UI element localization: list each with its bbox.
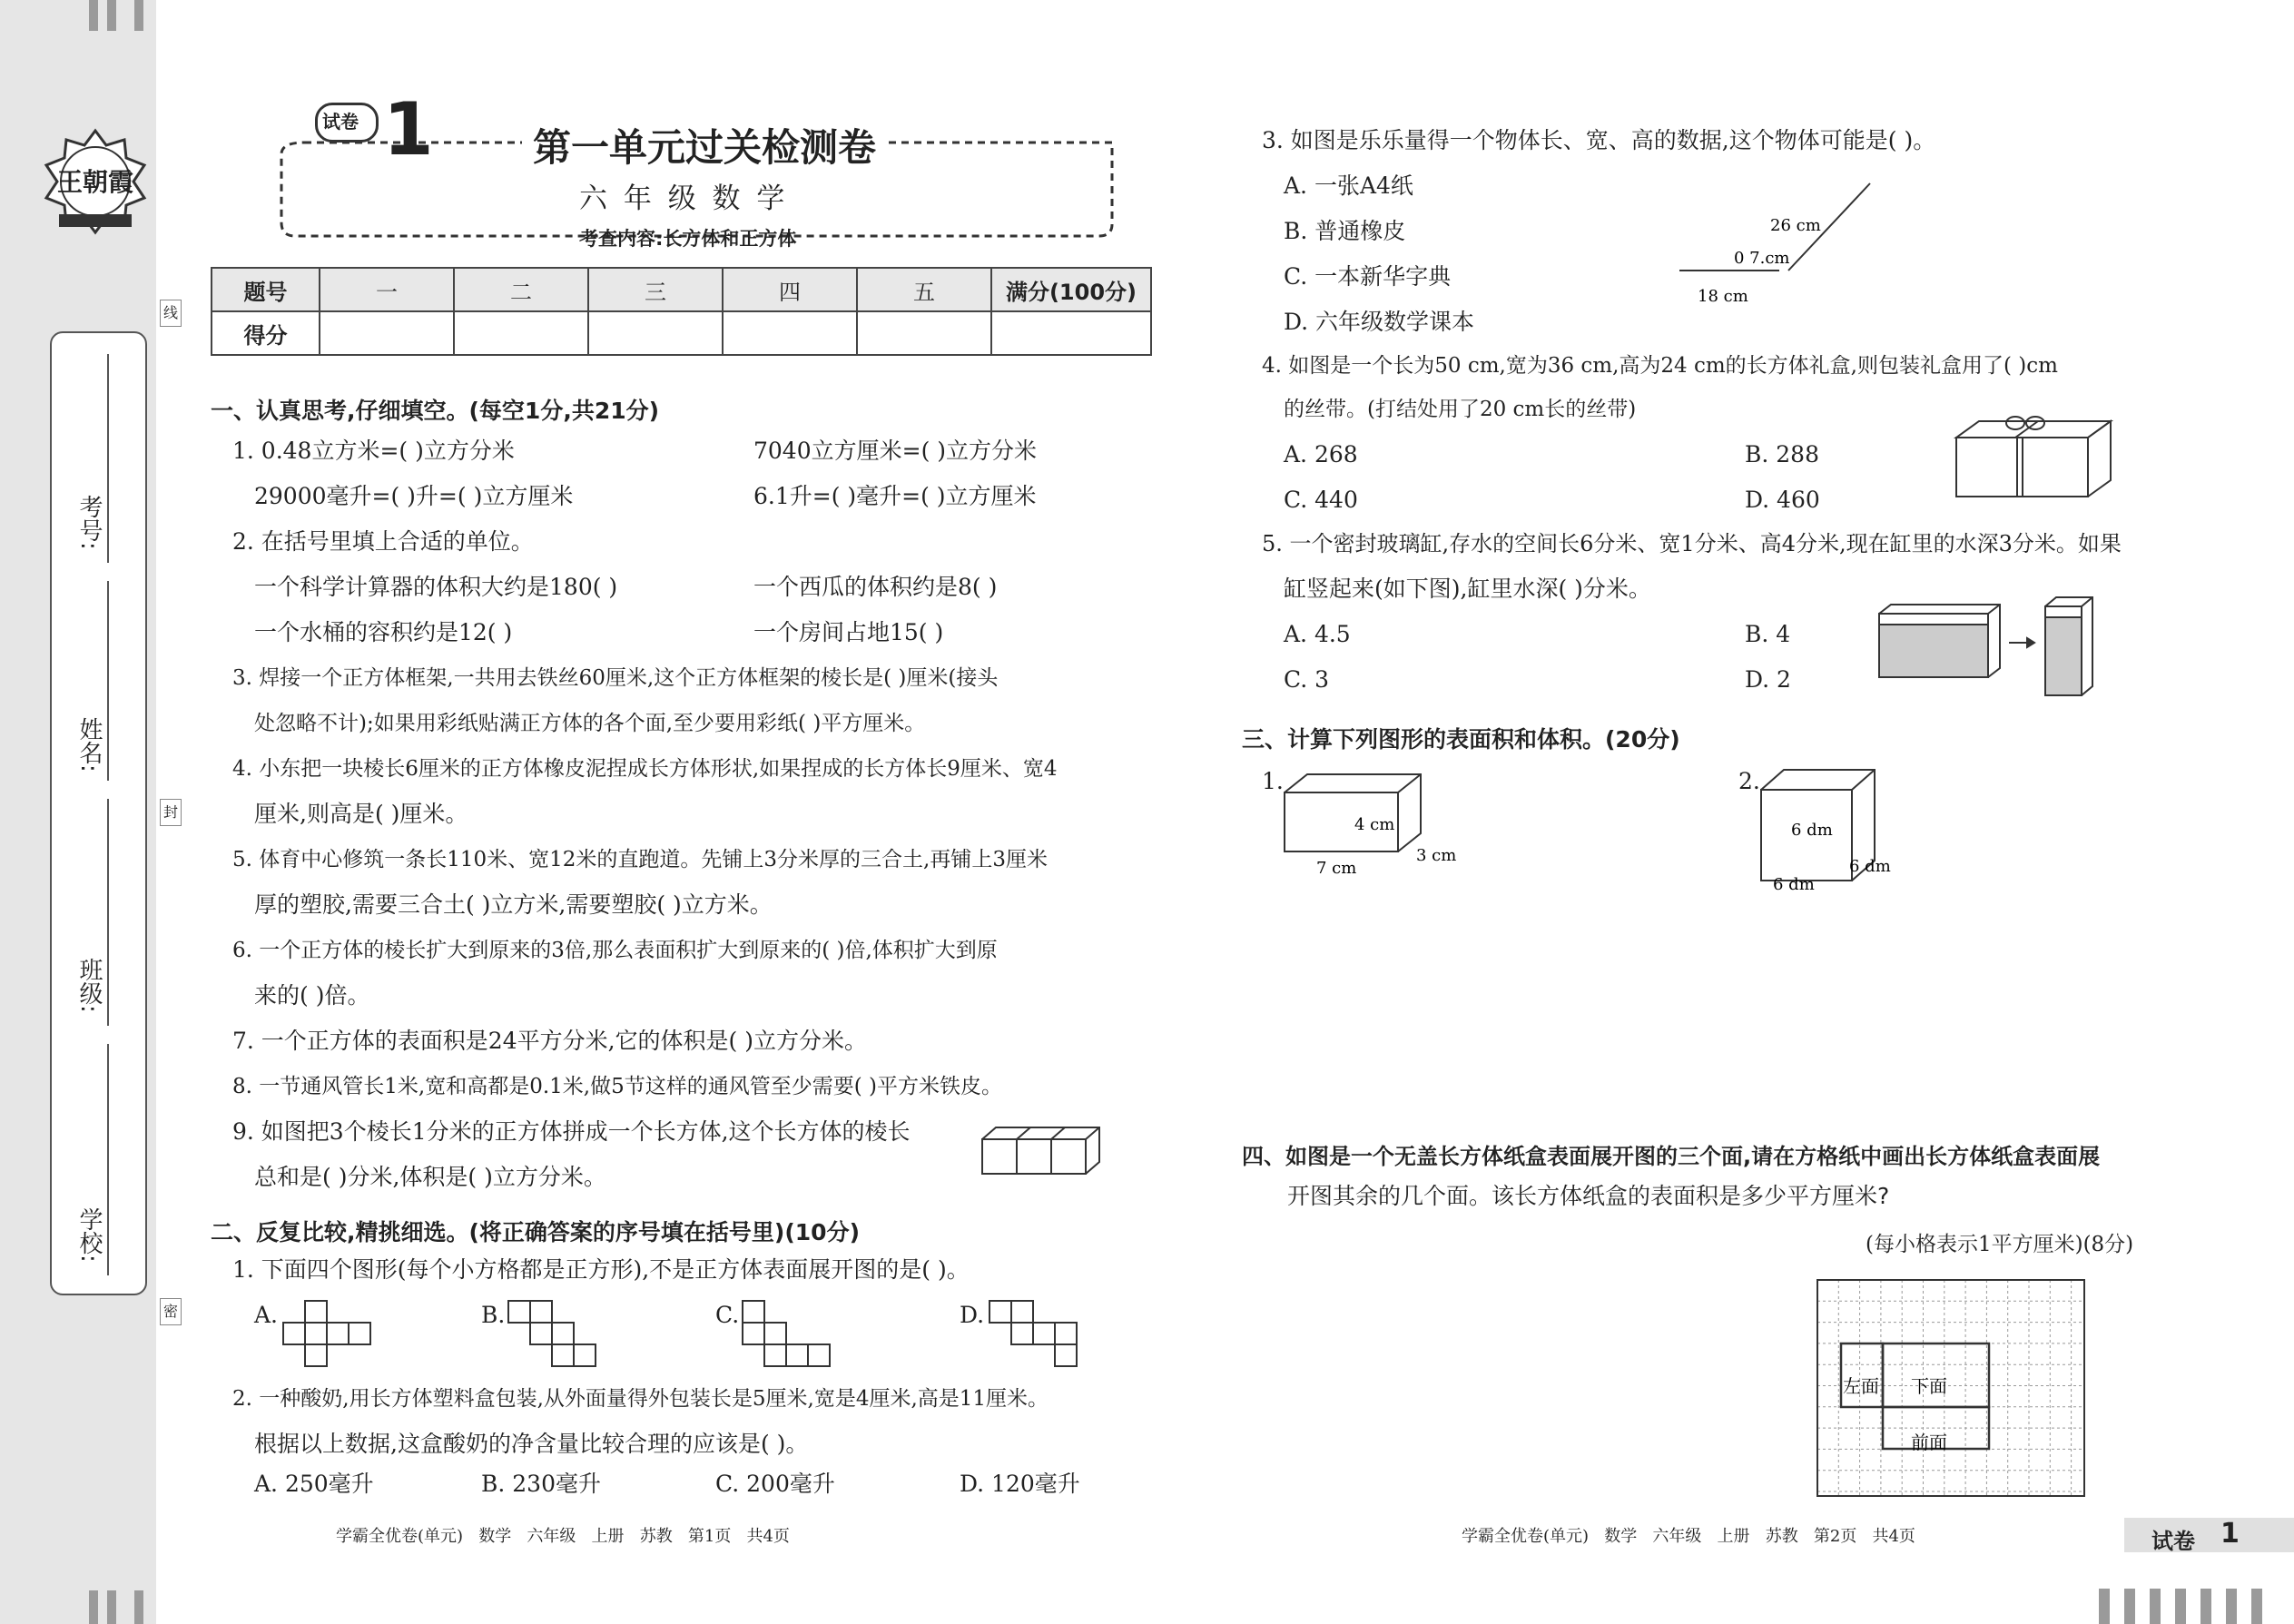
fish-tank-figure: [1875, 588, 2092, 697]
option-label[interactable]: D.: [960, 1302, 985, 1328]
paper-number: 1: [383, 87, 434, 172]
question-text: 开图其余的几个面。该长方体纸盒的表面积是多少平方厘米?: [1287, 1183, 1890, 1209]
score-table: [211, 267, 1152, 356]
crop-mark: [2226, 1589, 2237, 1624]
crop-mark: [134, 0, 143, 31]
crop-mark: [134, 1590, 143, 1624]
note-text: (每小格表示1平方厘米)(8分): [1866, 1233, 2134, 1256]
score-header: 四: [723, 268, 857, 311]
question-text: 7040立方厘米=( )立方分米: [753, 438, 1038, 464]
option-label[interactable]: D. 460: [1745, 487, 1820, 513]
score-cell[interactable]: [588, 311, 723, 355]
question-text: 7. 一个正方体的表面积是24平方分米,它的体积是( )立方分米。: [232, 1028, 868, 1054]
width-label: 6 dm: [1849, 857, 1891, 876]
option-label[interactable]: D. 120毫升: [960, 1471, 1080, 1497]
height-label: 4 cm: [1354, 815, 1395, 834]
cuboid-figure: [1280, 770, 1462, 879]
student-info-panel: [50, 331, 147, 1295]
brand-logo: [41, 127, 150, 236]
option-label[interactable]: C. 一本新华字典: [1284, 263, 1452, 290]
paper-tag: 试卷: [322, 111, 359, 133]
question-text: 一个房间占地15( ): [753, 619, 944, 645]
score-header: 题号: [212, 268, 320, 311]
question-text: 29000毫升=( )升=( )立方厘米: [254, 483, 574, 509]
seal-line-tag: 封: [160, 799, 182, 826]
length-label: 7 cm: [1316, 859, 1357, 878]
three-cubes-figure: [980, 1126, 1103, 1176]
net-figure-d: [988, 1300, 1078, 1368]
option-label[interactable]: A.: [254, 1302, 279, 1328]
cube-figure: [1757, 763, 1911, 899]
net-figure-c: [741, 1300, 832, 1368]
score-cell[interactable]: [320, 311, 454, 355]
class-field[interactable]: [107, 799, 109, 1026]
question-text: 6.1升=( )毫升=( )立方厘米: [753, 483, 1037, 509]
question-text: 厚的塑胶,需要三合土( )立方米,需要塑胶( )立方米。: [254, 891, 773, 918]
crop-mark: [2251, 1589, 2262, 1624]
dim-label: 18 cm: [1698, 287, 1748, 306]
question-text: 一个西瓜的体积约是8( ): [753, 574, 998, 600]
question-text: 来的( )倍。: [254, 982, 370, 1009]
score-cell[interactable]: [723, 311, 857, 355]
section-title: 四、如图是一个无盖长方体纸盒表面展开图的三个面,请在方格纸中画出长方体纸盒表面展: [1242, 1144, 2101, 1169]
school-label: 学校:: [75, 1207, 103, 1263]
question-text: 6. 一个正方体的棱长扩大到原来的3倍,那么表面积扩大到原来的( )倍,体积扩大到原: [232, 939, 998, 962]
question-text: 5. 一个密封玻璃缸,存水的空间长6分米、宽1分米、高4分米,现在缸里的水深3分米。如果: [1262, 531, 2122, 556]
crop-mark: [2200, 1589, 2211, 1624]
grid-label-left: 左面: [1843, 1375, 1879, 1397]
page-tab: [2124, 1518, 2294, 1552]
page-title: 第一单元过关检测卷: [522, 118, 887, 172]
question-text: 处忽略不计);如果用彩纸贴满正方体的各个面,至少要用彩纸( )平方厘米。: [254, 712, 926, 735]
dimension-figure: [1670, 180, 1879, 311]
option-label[interactable]: C. 200毫升: [715, 1471, 835, 1497]
school-field[interactable]: [107, 1044, 109, 1275]
question-text: 的丝带。(打结处用了20 cm长的丝带): [1284, 398, 1637, 421]
section-title: 三、计算下列图形的表面积和体积。(20分): [1242, 726, 1680, 753]
score-row-label: 得分: [212, 311, 320, 355]
score-header: 三: [588, 268, 723, 311]
dim-label: 26 cm: [1770, 216, 1821, 235]
option-label[interactable]: B. 288: [1745, 441, 1819, 468]
question-text: 2. 在括号里填上合适的单位。: [232, 528, 534, 555]
secret-line-tag: 密: [160, 1298, 182, 1325]
option-label[interactable]: A. 一张A4纸: [1284, 172, 1413, 199]
option-label[interactable]: B.: [481, 1302, 506, 1328]
score-cell[interactable]: [991, 311, 1151, 355]
option-label[interactable]: C. 3: [1284, 666, 1330, 693]
score-header: 一: [320, 268, 454, 311]
class-label: 班级:: [75, 958, 103, 1013]
gift-box-figure: [1952, 410, 2115, 501]
dim-label: 0 7.cm: [1734, 249, 1790, 268]
cut-line-tag: 线: [160, 300, 182, 327]
question-text: 3. 焊接一个正方体框架,一共用去铁丝60厘米,这个正方体框架的棱长是( )厘米(接头: [232, 666, 999, 690]
question-text: 4. 小东把一块棱长6厘米的正方体橡皮泥捏成长方体形状,如果捏成的长方体长9厘米、宽4: [232, 757, 1058, 781]
option-label[interactable]: B. 普通橡皮: [1284, 218, 1406, 244]
question-text: 5. 体育中心修筑一条长110米、宽12米的直跑道。先铺上3分米厚的三合土,再铺上3厘米: [232, 848, 1048, 871]
crop-mark: [2124, 1589, 2135, 1624]
exam-no-label: 考号:: [75, 495, 103, 550]
svg-text:王朝霞: 王朝霞: [56, 167, 134, 197]
name-label: 姓名:: [75, 717, 103, 773]
option-label[interactable]: A. 4.5: [1284, 621, 1351, 647]
score-header: 满分(100分): [991, 268, 1151, 311]
net-figure-a: [281, 1300, 372, 1368]
page-tab-label: 试卷: [2151, 1529, 2195, 1554]
option-label[interactable]: C.: [715, 1302, 740, 1328]
question-text: 2. 一种酸奶,用长方体塑料盒包装,从外面量得外包装长是5厘米,宽是4厘米,高是11厘米。: [232, 1387, 1049, 1411]
option-label[interactable]: B. 4: [1745, 621, 1791, 647]
name-field[interactable]: [107, 581, 109, 781]
width-label: 3 cm: [1416, 846, 1457, 865]
section-title: 二、反复比较,精挑细选。(将正确答案的序号填在括号里)(10分): [211, 1219, 860, 1245]
crop-mark: [107, 1590, 116, 1624]
question-text: 厘米,则高是( )厘米。: [254, 801, 468, 827]
figure-number: 2.: [1738, 768, 1760, 794]
subtitle: 六 年 级 数 学: [579, 182, 789, 215]
figure-number: 1.: [1262, 768, 1284, 794]
question-text: 根据以上数据,这盒酸奶的净含量比较合理的应该是( )。: [254, 1431, 809, 1457]
grid-label-bottom: 下面: [1911, 1375, 1947, 1397]
question-text: 1. 0.48立方米=( )立方分米: [232, 438, 515, 464]
question-text: 一个水桶的容积约是12( ): [254, 619, 513, 645]
question-text: 4. 如图是一个长为50 cm,宽为36 cm,高为24 cm的长方体礼盒,则包装礼盒用了( )cm: [1262, 354, 2058, 378]
score-cell[interactable]: [857, 311, 991, 355]
grid-paper: [1816, 1278, 2088, 1501]
question-text: 1. 下面四个图形(每个小方格都是正方形),不是正方体表面展开图的是( )。: [232, 1256, 970, 1283]
footer-left: 学霸全优卷(单元) 数学 六年级 上册 苏教 第1页 共4页: [336, 1527, 790, 1546]
question-text: 总和是( )分米,体积是( )立方分米。: [254, 1164, 606, 1190]
crop-mark: [89, 1590, 98, 1624]
option-label[interactable]: A. 250毫升: [254, 1471, 374, 1497]
net-figure-b: [507, 1300, 597, 1368]
score-header: 五: [857, 268, 991, 311]
scope: 考查内容:长方体和正方体: [579, 228, 797, 250]
option-label[interactable]: D. 2: [1745, 666, 1791, 693]
crop-mark: [2099, 1589, 2110, 1624]
option-label[interactable]: B. 230毫升: [481, 1471, 601, 1497]
section-title: 一、认真思考,仔细填空。(每空1分,共21分): [211, 398, 660, 424]
page-tab-number: 1: [2220, 1518, 2240, 1550]
crop-mark: [107, 0, 116, 31]
height-label: 6 dm: [1791, 821, 1833, 840]
question-text: 9. 如图把3个棱长1分米的正方体拼成一个长方体,这个长方体的棱长: [232, 1118, 911, 1145]
option-label[interactable]: D. 六年级数学课本: [1284, 309, 1475, 335]
crop-mark: [2150, 1589, 2161, 1624]
question-text: 一个科学计算器的体积大约是180( ): [254, 574, 618, 600]
grid-label-front: 前面: [1911, 1432, 1947, 1453]
score-cell[interactable]: [454, 311, 588, 355]
footer-right: 学霸全优卷(单元) 数学 六年级 上册 苏教 第2页 共4页: [1462, 1527, 1915, 1546]
question-text: 8. 一节通风管长1米,宽和高都是0.1米,做5节这样的通风管至少需要( )平方米铁皮。: [232, 1075, 1002, 1098]
question-text: 缸竖起来(如下图),缸里水深( )分米。: [1284, 576, 1651, 602]
option-label[interactable]: A. 268: [1284, 441, 1358, 468]
length-label: 6 dm: [1773, 875, 1815, 894]
question-text: 3. 如图是乐乐量得一个物体长、宽、高的数据,这个物体可能是( )。: [1262, 127, 1936, 153]
crop-mark: [89, 0, 98, 31]
option-label[interactable]: C. 440: [1284, 487, 1358, 513]
score-header: 二: [454, 268, 588, 311]
exam-no-field[interactable]: [107, 354, 109, 563]
crop-mark: [2175, 1589, 2186, 1624]
